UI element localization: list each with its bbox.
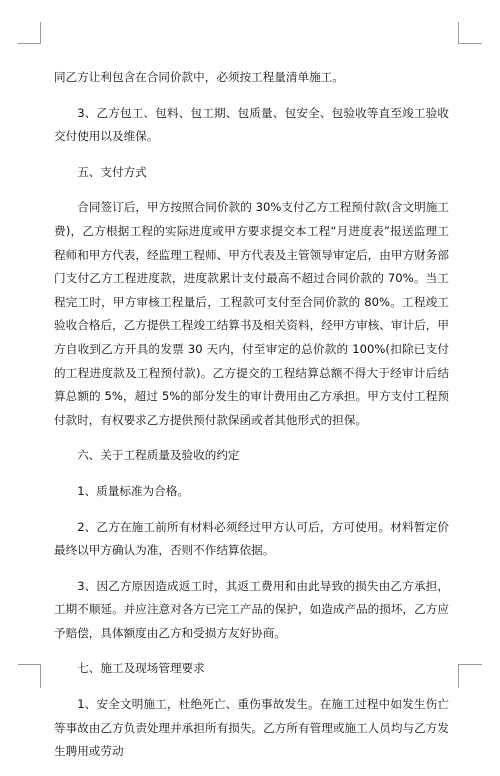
document-body: [54, 66, 449, 776]
paragraph-quality-3: 3、因乙方原因造成返工时，其返工费用和由此导致的损失由乙方承担，工期不顺延。并应注意对各方已完工产品的保护，如造成产品的损坏，乙方应予赔偿，具体额度由乙方和受损方友好协商。: [54, 578, 449, 640]
paragraph-payment-terms: 合同签订后，甲方按照合同价款的 30%支付乙方工程预付款(含文明施工费)，乙方根据工程的实际进度或甲方要求提交本工程“月进度表”报送监理工程师和甲方代表，经监理工程师、甲方代表及主管领导审定后，由甲方财务部门支付乙方工程进度款，进度款累计支付最高不超过合同价款的 70%。当工程完工时，甲方审核工程量后，工程款可支付至合同价款的 80%。工程竣工验收合格后，乙方提供工程竣工结算书及相关资料，经甲方审核、审计后，甲方自收到乙方开具的发票 30 天内，付至审定的总价款的 100%(扣除已支付的工程进度款及工程预付款)。乙方提交的工程结算总额不得大于经审计后结算总额的 5%，超过 5%的部分发生的审计费用由乙方承担。甲方支付工程预付款时，有权要求乙方提供预付款保函或者其他形式的担保。: [54, 200, 449, 427]
section-heading-payment: 五、支付方式: [77, 164, 147, 179]
section-heading-quality: 六、关于工程质量及验收的约定: [77, 448, 240, 463]
crop-mark-bottom-left: [40, 664, 41, 688]
paragraph-quality-1: 1、质量标准为合格。: [77, 483, 189, 498]
crop-mark-top-left: [18, 43, 41, 44]
paragraph-site-management-1: 1、安全文明施工，杜绝死亡、重伤事故发生。在施工过程中如发生伤亡等事故由乙方负责处理并承担所有损失。乙方所有管理或施工人员均与乙方发生聘用或劳动: [54, 697, 449, 759]
crop-mark-top-left: [40, 22, 41, 44]
paragraph-quality-2: 2、乙方在施工前所有材料必须经过甲方认可后，方可使用。材料暂定价最终以甲方确认为准，否则不作结算依据。: [54, 519, 449, 558]
section-heading-site-management: 七、施工及现场管理要求: [77, 661, 205, 676]
paragraph-continuation: 同乙方让利包含在合同价款中，必须按工程量清单施工。: [54, 70, 344, 84]
crop-mark-bottom-right: [458, 664, 482, 665]
crop-mark-top-right: [458, 43, 482, 44]
crop-mark-top-right: [458, 22, 459, 44]
crop-mark-bottom-right: [458, 664, 459, 688]
paragraph-item-3: 3、乙方包工、包料、包工期、包质量、包安全、包验收等直至竣工验收交付使用以及维保。: [54, 105, 449, 144]
crop-mark-bottom-left: [18, 664, 41, 665]
